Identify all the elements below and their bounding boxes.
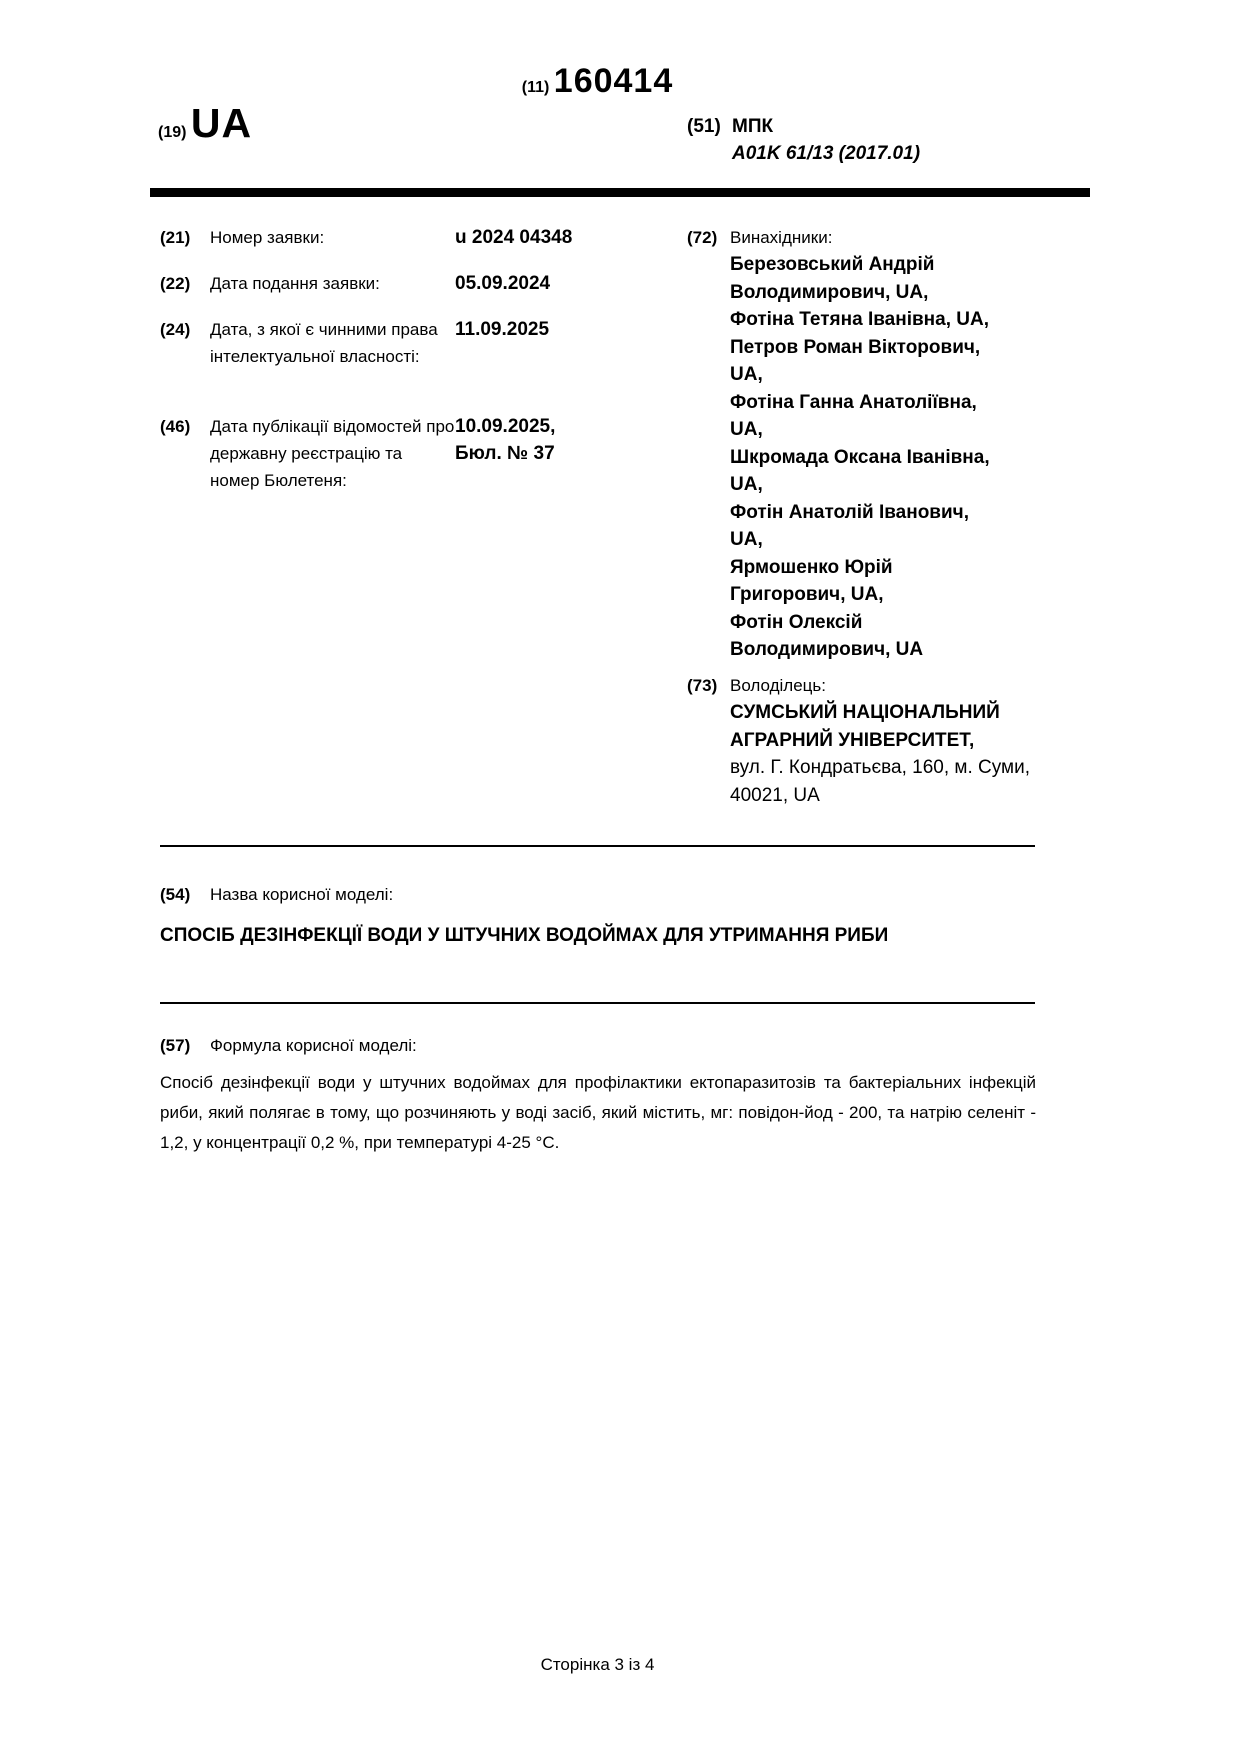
field-code: (54) xyxy=(160,885,191,904)
owner-address: вул. Г. Кондратьєва, 160, м. Суми, 40021, UA xyxy=(730,757,1031,806)
field-code: (46) xyxy=(160,417,191,436)
field-value: 05.09.2024 xyxy=(455,273,551,294)
field-code: (21) xyxy=(160,228,191,247)
country-code-label: (19) xyxy=(158,124,187,141)
ipc-classification: A01K 61/13 (2017.01) xyxy=(732,143,921,164)
field-rights-effective-date xyxy=(160,316,605,370)
section-divider-line xyxy=(160,1002,1035,1004)
field-code: (57) xyxy=(160,1036,191,1055)
claims-text: Спосіб дезінфекції води у штучних водоймах для профілактики ектопаразитозів та бактеріальних інфекцій риби, який полягає в тому, що розчиняють у воді засіб, який містить, мг: повідон-йод - 200, та натрію селеніт - 1,2, у концентрації 0,2 %, при температурі 4-25 °С. xyxy=(160,1073,1036,1152)
owner-label: Володілець: xyxy=(730,676,826,695)
field-value: 11.09.2025 xyxy=(455,319,550,340)
ipc-header-row xyxy=(687,113,920,140)
field-application-number xyxy=(160,224,605,251)
field-code: (73) xyxy=(687,676,718,695)
publication-number-line xyxy=(160,62,1035,101)
field-label: Номер заявки: xyxy=(210,228,325,247)
field-label: Дата, з якої є чинними права інтелектуальної власності: xyxy=(210,320,438,366)
country-code: UA xyxy=(190,100,253,146)
inventor-name: Шкромада Оксана Іванівна, UA, xyxy=(730,446,990,495)
inventor-name: Фотін Олексій Володимирович, UA xyxy=(730,611,924,660)
field-value: u 2024 04348 xyxy=(455,227,573,248)
ipc-label: МПК xyxy=(732,116,774,137)
field-label: Дата подання заявки: xyxy=(210,274,380,293)
field-filing-date xyxy=(160,270,605,297)
claims-header-row xyxy=(160,1032,417,1059)
section-divider-line xyxy=(160,845,1035,847)
inventor-name: Фотіна Тетяна Іванівна, UA, xyxy=(730,309,989,330)
country-line xyxy=(158,100,252,147)
owner-name: СУМСЬКИЙ НАЦІОНАЛЬНИЙ АГРАРНИЙ УНІВЕРСИТЕТ, xyxy=(730,702,1000,751)
title-label: Назва корисної моделі: xyxy=(210,885,394,904)
field-value: 10.09.2025, Бюл. № 37 xyxy=(455,416,556,464)
title-header-row xyxy=(160,881,393,908)
inventors-label: Винахідники: xyxy=(730,228,833,247)
field-code: (24) xyxy=(160,320,191,339)
field-code: (72) xyxy=(687,228,718,247)
inventor-name: Фотіна Ганна Анатоліївна, UA, xyxy=(730,391,977,440)
inventors-section xyxy=(687,224,1002,664)
ipc-field-code: (51) xyxy=(687,116,721,137)
owner-header-row xyxy=(687,672,1032,699)
inventor-name: Фотін Анатолій Іванович, UA, xyxy=(730,501,969,550)
page-number: Сторінка 3 із 4 xyxy=(540,1655,655,1674)
publication-number-code: (11) xyxy=(521,79,550,96)
inventor-name: Петров Роман Вікторович, UA, xyxy=(730,336,981,385)
ipc-block xyxy=(687,113,920,167)
field-code: (22) xyxy=(160,274,191,293)
inventors-list xyxy=(730,251,1002,664)
utility-model-title: СПОСІБ ДЕЗІНФЕКЦІЇ ВОДИ У ШТУЧНИХ ВОДОЙМАХ ДЛЯ УТРИМАННЯ РИБИ xyxy=(160,925,889,946)
owner-section xyxy=(687,672,1032,809)
inventors-header-row xyxy=(687,224,1002,251)
field-publication-date xyxy=(160,413,605,494)
publication-number: 160414 xyxy=(553,62,674,100)
claims-label: Формула корисної моделі: xyxy=(210,1036,417,1055)
field-label: Дата публікації відомостей про державну реєстрацію та номер Бюлетеня: xyxy=(210,417,455,490)
inventor-name: Ярмошенко Юрій Григорович, UA, xyxy=(730,556,893,605)
header-divider-bar xyxy=(150,188,1090,197)
inventor-name: Березовський Андрій Володимирович, UA, xyxy=(730,254,935,303)
